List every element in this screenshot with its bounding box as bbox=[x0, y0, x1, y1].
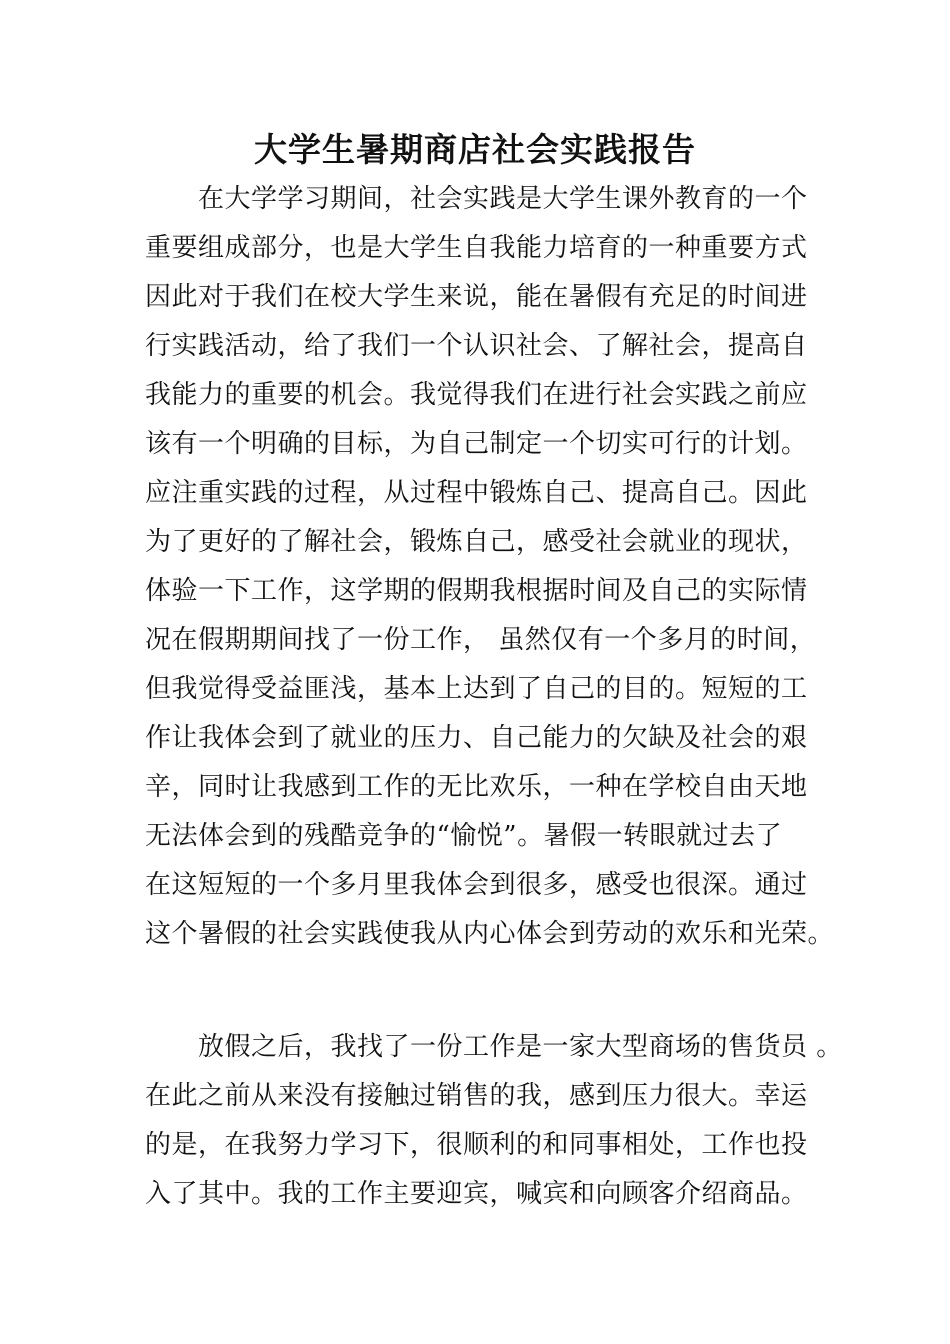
paragraph-line: 该有一个明确的目标，为自己制定一个切实可行的计划。 bbox=[145, 429, 808, 459]
paragraph-line: 为了更好的了解社会，锻炼自己，感受社会就业的现状， bbox=[145, 527, 808, 557]
paragraph-line: 的是，在我努力学习下，很顺利的和同事相处，工作也投 bbox=[145, 1130, 808, 1160]
paragraph-line: 因此对于我们在校大学生来说，能在暑假有充足的时间进 bbox=[145, 282, 808, 312]
paragraph-line: 作让我体会到了就业的压力、自己能力的欠缺及社会的艰 bbox=[145, 723, 808, 753]
document-title: 大学生暑期商店社会实践报告 bbox=[254, 130, 696, 169]
paragraph-line: 辛，同时让我感到工作的无比欢乐，一种在学校自由天地 bbox=[145, 772, 808, 802]
paragraph-line: 但我觉得受益匪浅，基本上达到了自己的目的。短短的工 bbox=[145, 674, 808, 704]
paragraph-line: 体验一下工作，这学期的假期我根据时间及自己的实际情 bbox=[145, 576, 808, 606]
paragraph-line: 在大学学习期间，社会实践是大学生课外教育的一个 bbox=[198, 184, 808, 214]
paragraph-line: 在这短短的一个多月里我体会到很多，感受也很深。通过 bbox=[145, 870, 808, 900]
paragraph-line: 这个暑假的社会实践使我从内心体会到劳动的欢乐和光荣。 bbox=[145, 919, 835, 949]
paragraph-line: 入了其中。我的工作主要迎宾，喊宾和向顾客介绍商品。 bbox=[145, 1179, 808, 1209]
paragraph-line: 我能力的重要的机会。我觉得我们在进行社会实践之前应 bbox=[145, 380, 808, 410]
paragraph-line: 放假之后，我找了一份工作是一家大型商场的售货员 。 bbox=[198, 1032, 843, 1062]
paragraph-line: 无法体会到的残酷竞争的“愉悦”。暑假一转眼就过去了 bbox=[145, 821, 783, 851]
paragraph-line: 在此之前从来没有接触过销售的我，感到压力很大。幸运 bbox=[145, 1081, 808, 1111]
paragraph-line: 行实践活动，给了我们一个认识社会、了解社会，提高自 bbox=[145, 331, 808, 361]
paragraph-line: 重要组成部分，也是大学生自我能力培育的一种重要方式 bbox=[145, 233, 808, 263]
paragraph-line: 况在假期期间找了一份工作， 虽然仅有一个多月的时间， bbox=[145, 625, 817, 655]
paragraph-line: 应注重实践的过程，从过程中锻炼自己、提高自己。因此 bbox=[145, 478, 808, 508]
